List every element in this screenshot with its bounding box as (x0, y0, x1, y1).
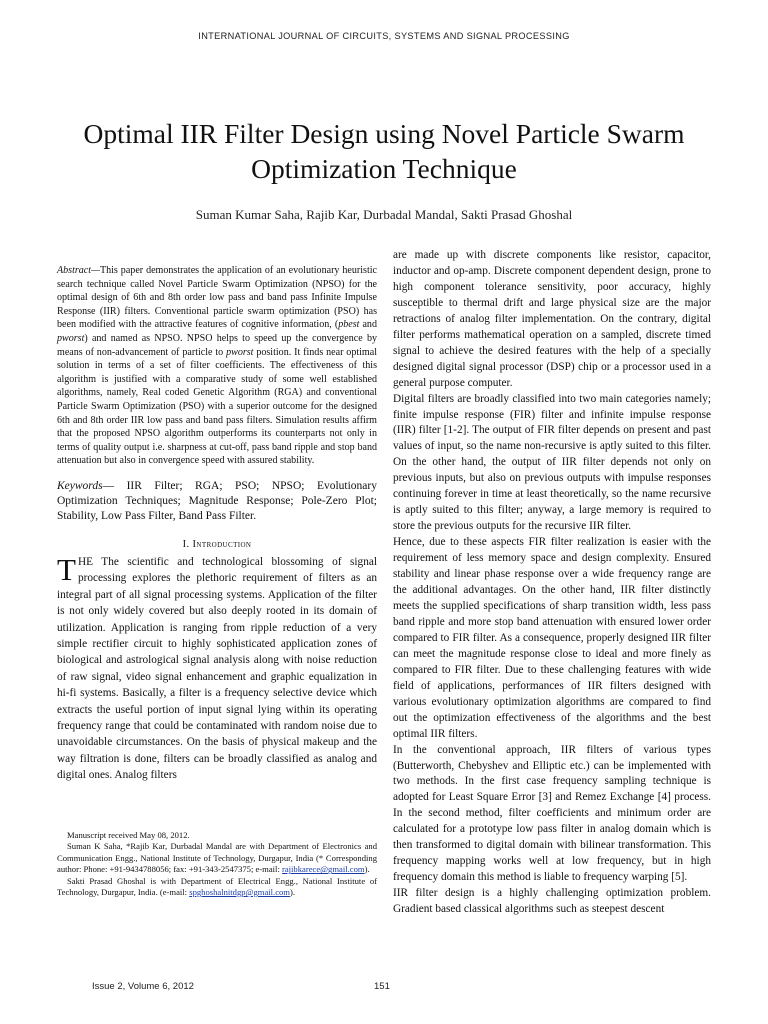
right-column (393, 248, 711, 918)
symbol-pworst-2: pworst (226, 346, 254, 358)
symbol-pbest: pbest (338, 319, 360, 331)
abstract-label: Abstract (57, 265, 92, 276)
abstract (57, 264, 377, 468)
footnote-affiliation-2 (57, 876, 377, 899)
introduction-text: HE The scientific and technological blossoming of signal processing explores the plethoric requirement of filters as an integral part of all signal processing systems. Application of the filter is not only widely covered but also deeply rooted in its domain of utilization. Application is ranging from ripple reduction of a very simple rectifier circuit to highly sophisticated application zones of biological and astrological signal analysis along with noise reduction of raw signal, video signal enhancement and graphic equalization in hi-fi systems. Basically, a filter is a frequency selective device which extracts the useful portion of input signal lying within its operating frequency range that could be contaminated with random noise due to unavoidable circumstances. On the basis of physical makeup and the way filtration is done, filters can be broadly classified as analog and digital ones. Analog filters (57, 555, 377, 782)
abstract-and: and (359, 319, 377, 331)
footer-issue: Issue 2, Volume 6, 2012 (92, 981, 194, 992)
email-link-2[interactable]: spghoshalnitdgp@gmail.com (189, 887, 290, 898)
body-paragraph: Hence, due to these aspects FIR filter realization is easier with the requirement of less memory space and design complexity. Ensured stability and linear phase response over a wide frequency range are the additional advantages. On the other hand, IIR filter distinctly meets the supplied specifications of sharp transition width, less pass band ripple and more stop band attenuation with ensured lower order compared to FIR filter. As a consequence, properly designed IIR filter can meet the magnitude response close to ideal and more finely as compared to FIR filter. Due to these challenging features with wide field of applications, performances of IIR filters designed with various evolutionary optimization algorithms are compared to find out the optimization effectiveness of the algorithms and the best optimal IIR filters. (393, 536, 711, 740)
paper-title: Optimal IIR Filter Design using Novel Particle Swarm Optimization Technique (83, 118, 685, 184)
footnotes (57, 830, 377, 898)
abstract-text-1: This paper demonstrates the application of an evolutionary heuristic search technique called Novel Particle Swarm Optimization (NPSO) for the optimal design of 6th and 8th order low pass and band pass Infinite Impulse Response (IIR) filters. Conventional particle swarm optimization (PSO) has been modified with the attractive features of cognitive information, ( (57, 265, 377, 331)
abstract-text-2: ) and named as NPSO. NPSO helps to speed up the convergence by means of non-advancement of particle to (57, 332, 377, 358)
page-number: 151 (374, 981, 390, 992)
section-heading-introduction: I. Introduction (182, 538, 252, 550)
keywords (57, 479, 377, 524)
journal-header: INTERNATIONAL JOURNAL OF CIRCUITS, SYSTEMS AND SIGNAL PROCESSING (198, 31, 570, 41)
body-paragraph: In the conventional approach, IIR filters of various types (Butterworth, Chebyshev and Elliptic etc.) can be implemented with two methods. In the first case frequency sampling technique is adopted for Least Square Error [3] and Remez Exchange [4] process. In the second method, filter coefficients and minimum order are calculated for a prototype low pass filter in analog domain which is then transformed to digital domain with bilinear transformation. This frequency mapping works well at low frequency, but in high frequency domain this method is liable to frequency warping [5]. (393, 743, 711, 884)
keywords-label: Keywords (57, 479, 103, 492)
keywords-text: IIR Filter; RGA; PSO; NPSO; Evolutionary Optimization Techniques; Magnitude Response; Pole-Zero Plot; Stability, Low Pass Filter, Band Pass Filter. (57, 479, 377, 522)
body-paragraph: IIR filter design is a highly challenging optimization problem. Gradient based classical algorithms such as steepest descent (393, 887, 711, 916)
footnote-affiliation-2-end: ). (290, 887, 296, 898)
footnote-received: Manuscript received May 08, 2012. (67, 830, 190, 840)
body-paragraph: Digital filters are broadly classified into two main categories namely; finite impulse response (FIR) filter and infinite impulse response (IIR) filter [1-2]. The output of FIR filter depends on present and past values of input, so the name non-recursive is aptly suited to this filter. On the other hand, the output of IIR filter depends not only on previous inputs, but also on previous outputs with impulse responses continuing forever in time at least theoretically, so the name recursive is aptly suited to this filter; anyway, a large memory is required to store the previous outputs for the recursive IIR filter. (393, 392, 711, 533)
footnote-affiliation-2-text: Sakti Prasad Ghoshal is with Department of Electrical Engg., National Institute of Technology, Durgapur, India. (e-mail: (57, 875, 377, 898)
drop-cap: T (57, 551, 76, 587)
email-link-1[interactable]: rajibkarece@gmail.com (281, 864, 365, 875)
footnote-affiliation-1 (57, 841, 377, 875)
keywords-dash: — (102, 479, 127, 492)
footnote-affiliation-1-end: ). (364, 864, 370, 875)
introduction-paragraph (57, 551, 377, 784)
body-paragraph: are made up with discrete components like resistor, capacitor, inductor and op-amp. Discrete component dependent design, prone to high component tolerance sensitivity, poor accuracy, highly susceptible to thermal drift and large physical size are the major retractions of analog filter implementation. On the contrary, digital filter performs mathematical operation on a sampled, discrete timed signal to achieve the desired features with the help of a specially designed digital signal processor (DSP) chip or a processor used in a general purpose computer. (393, 249, 711, 389)
symbol-pworst: pworst (57, 332, 85, 344)
abstract-text-3: position. It finds near optimal solution in terms of a set of filter coefficients. The effectiveness of this algorithm is justified with a comparative study of some well established algorithms, namely, Real coded Genetic Algorithm (RGA) and conventional Particle Swarm Optimization (PSO) with a superior outcome for the designed 6th and 8th order IIR low pass and band pass filters. Simulation results affirm that the proposed NPSO algorithm outperforms its counterparts not only in terms of quality output i.e. sharpness at cut-off, pass band ripple and stop band attenuation but also in convergence speed with assured stability. (57, 346, 377, 467)
footnote-affiliation-1-text: Suman K Saha, *Rajib Kar, Durbadal Mandal are with Department of Electronics and Communication Engg., National Institute of Technology, Durgapur, India (* Corresponding author: Phone: +91-9434788056; fax: +91-343-2547375; e-mail: (57, 841, 377, 875)
left-column (57, 264, 377, 784)
paper-authors: Suman Kumar Saha, Rajib Kar, Durbadal Mandal, Sakti Prasad Ghoshal (195, 207, 573, 222)
abstract-dash: — (91, 265, 100, 276)
